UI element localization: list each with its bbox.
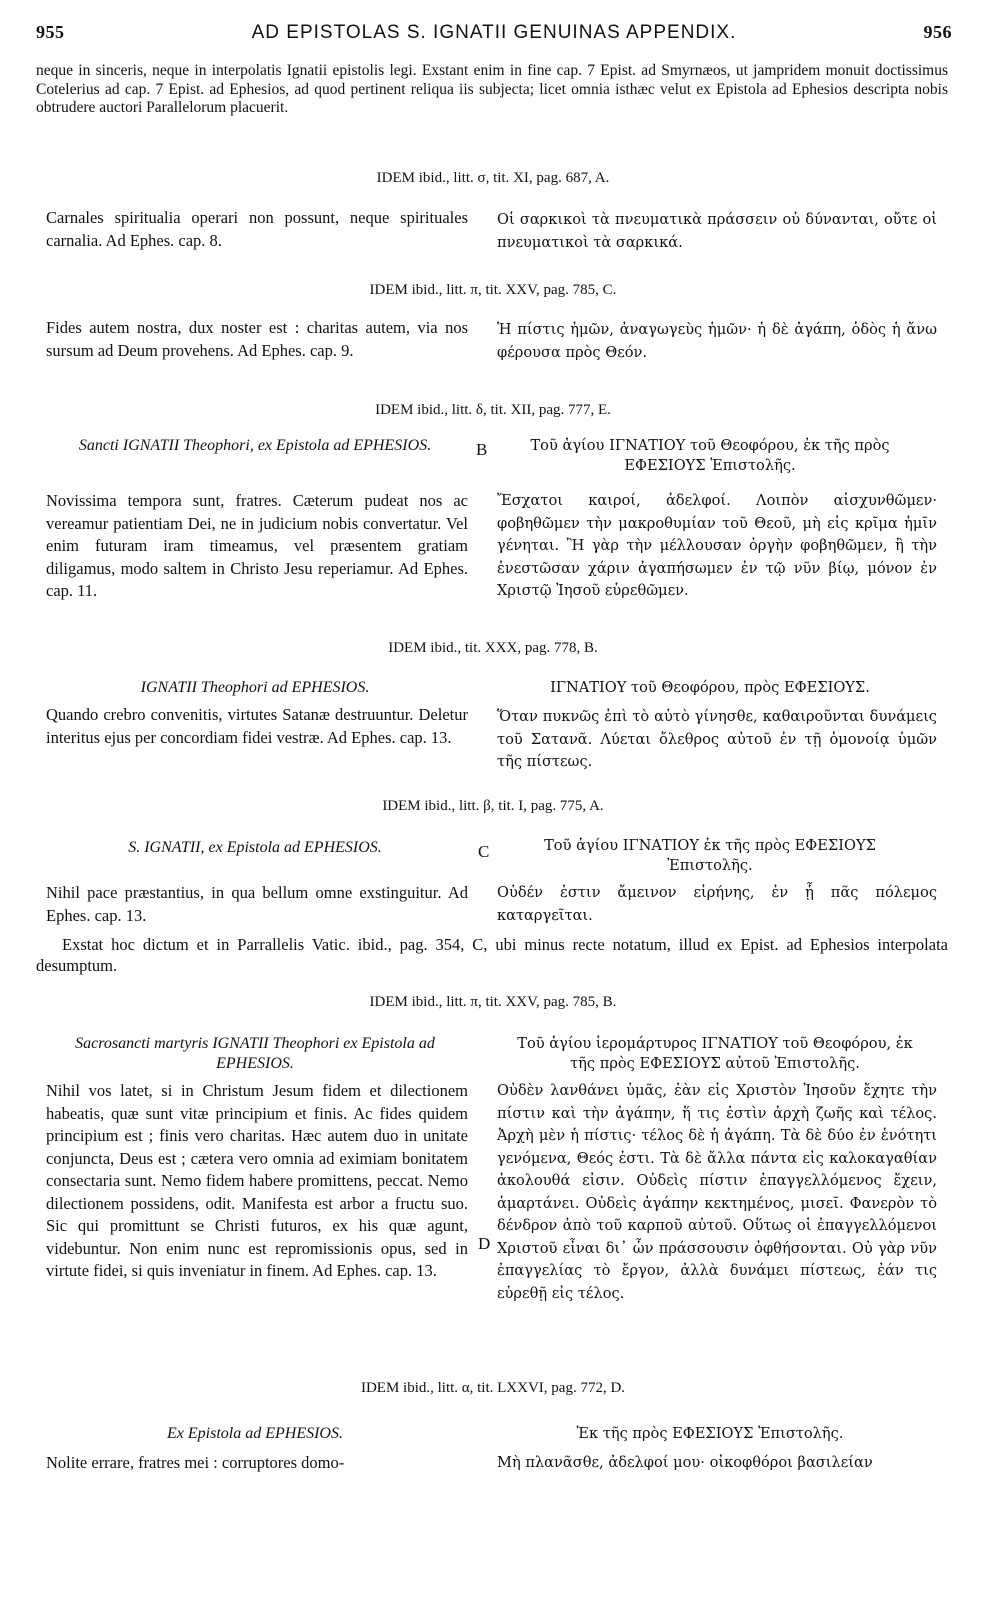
page-number-left: 955 bbox=[36, 22, 65, 42]
editorial-note: Exstat hoc dictum et in Parrallelis Vatic. ibid., pag. 354, C, ubi minus recte notatum, illud ex Epist. ad Ephesios interpolata desumptum. bbox=[36, 935, 948, 975]
page-header bbox=[36, 22, 952, 46]
intro-paragraph: neque in sinceris, neque in interpolatis Ignatii epistolis legi. Exstant enim in fine cap. 7 Epist. ad Smyrnæos, ut jampridem monuit doctissimus Cotelerius ad cap. 7 Epist. ad Ephesios, ad quod pertinent reliqua iis subjecta; licet omnia isthæc velut ex Epistola ad Ephesios descripta nobis obtrudere auctori Parallelorum placuerit. bbox=[36, 62, 948, 116]
source-reference: IDEM ibid., litt. π, tit. XXV, pag. 785, B. bbox=[369, 994, 617, 1010]
latin-section-title: Sacrosancti martyris IGNATII Theophori ex Epistola ad EPHESIOS. bbox=[75, 1035, 435, 1072]
source-reference: IDEM ibid., tit. XXX, pag. 778, B. bbox=[388, 640, 598, 656]
source-reference: IDEM ibid., litt. α, tit. LXXVI, pag. 772, D. bbox=[360, 1380, 626, 1396]
greek-section-title: Ἐκ τῆς πρὸς ΕΦΕΣΙΟΥΣ Ἐπιστολῆς. bbox=[576, 1425, 844, 1442]
latin-section-title: IGNATII Theophori ad EPHESIOS. bbox=[140, 679, 370, 696]
page-number-right: 956 bbox=[923, 22, 952, 42]
source-reference: IDEM ibid., litt. δ, tit. XII, pag. 777, E. bbox=[375, 402, 611, 418]
latin-text: Nolite errare, fratres mei : corruptores domo- bbox=[46, 1453, 345, 1472]
greek-text: Ὅταν πυκνῶς ἐπὶ τὸ αὐτὸ γίνησθε, καθαιροῦνται δυνάμεις τοῦ Σατανᾶ. Λύεται ὄλεθρος αὐτοῦ ἐν τῇ ὁμονοίᾳ ὑμῶν τῆς πίστεως. bbox=[497, 708, 937, 770]
source-reference: IDEM ibid., litt. β, tit. I, pag. 775, A. bbox=[382, 798, 604, 814]
greek-section-title: ΙΓΝΑΤΙΟΥ τοῦ Θεοφόρου, πρὸς ΕΦΕΣΙΟΥΣ. bbox=[550, 679, 870, 696]
margin-letter: C bbox=[478, 842, 490, 861]
margin-letter: D bbox=[478, 1234, 491, 1253]
greek-section-title: Τοῦ ἁγίου ΙΓΝΑΤΙΟΥ τοῦ Θεοφόρου, ἐκ τῆς πρὸς ΕΦΕΣΙΟΥΣ Ἐπιστολῆς. bbox=[530, 437, 890, 474]
greek-text: Ἡ πίστις ἡμῶν, ἀναγωγεὺς ἡμῶν· ἡ δὲ ἀγάπη, ὁδὸς ἡ ἄνω φέρουσα πρὸς Θεόν. bbox=[497, 321, 937, 361]
greek-text: Οὐδὲν λανθάνει ὑμᾶς, ἐὰν εἰς Χριστὸν Ἰησοῦν ἔχητε τὴν πίστιν καὶ τὴν ἀγάπην, ἥ τις ἐστὶν ἀρχὴ ζωῆς καὶ τέλος. Ἀρχὴ μὲν ἡ πίστις· τέλος δὲ ἡ ἀγάπη. Τὰ δὲ δύο ἐν ἑνότητι γενόμενα, Θεός ἐστι. Τὰ δὲ ἄλλα πάντα εἰς καλοκαγαθίαν ἀκολουθά εἰσιν. Οὐδεὶς πίστιν ἐπαγγελλόμενος ἔχειν, ἁμαρτάνει. Οὐδεὶς ἀγάπην κεκτημένος, μισεῖ. Φανερὸν τὸ δένδρον ἀπὸ τοῦ καρποῦ αὐτοῦ. Οὕτως οἱ ἐπαγγελλόμενοι Χριστοῦ εἶναι δι᾽ ὧν πράσσουσιν ὀφθήσονται. Οὐ γὰρ νῦν ἐπαγγελίας τὸ ἔργον, ἀλλὰ δυνάμει πίστεως, ἐάν τις εὑρεθῇ εἰς τέλος. bbox=[497, 1082, 937, 1302]
source-reference: IDEM ibid., litt. σ, tit. XI, pag. 687, A. bbox=[376, 170, 610, 186]
latin-section-title: S. IGNATII, ex Epistola ad EPHESIOS. bbox=[128, 839, 382, 856]
greek-text: Οὐδέν ἐστιν ἄμεινον εἰρήνης, ἐν ᾗ πᾶς πόλεμος καταργεῖται. bbox=[497, 884, 937, 924]
greek-text: Μὴ πλανᾶσθε, ἀδελφοί μου· οἰκοφθόροι βασιλείαν bbox=[497, 1454, 873, 1471]
latin-section-title: Sancti IGNATII Theophori, ex Epistola ad EPHESIOS. bbox=[78, 437, 432, 454]
running-title: AD EPISTOLAS S. IGNATII GENUINAS APPENDIX. bbox=[251, 22, 737, 43]
latin-text: Nihil pace præstantius, in qua bellum omne exstinguitur. Ad Ephes. cap. 13. bbox=[46, 883, 468, 925]
latin-text: Novissima tempora sunt, fratres. Cæterum pudeat nos ac vereamur patientiam Dei, ne in judicium nobis convertatur. Vel enim futuram iram timeamus, vel præsentem gratiam diligamus, modo saltem in Christo Jesu reperiamur. Ad Ephes. cap. 11. bbox=[46, 491, 468, 600]
latin-text: Nihil vos latet, si in Christum Jesum fidem et dilectionem habeatis, quæ sunt vitæ principium et finis. Ac fides quidem principium est ; finis vero charitas. Hæc autem duo in unitate conjuncta, Deus est ; cætera vero omnia ad eximiam bonitatem consectaria sunt. Nemo fidem habere promittens, peccat. Nemo dilectionem possidens, odit. Manifesta est arbor a fructu suo. Sic qui promittunt se Christi futuros, ex his quæ agunt, videbuntur. Non enim nunc est repromissionis opus, sed in virtute fidei, si quis inveniatur in finem. Ad Ephes. cap. 13. bbox=[46, 1081, 468, 1280]
latin-text: Quando crebro convenitis, virtutes Satanæ destruuntur. Deletur interitus ejus per concordiam fidei vestræ. Ad Ephes. cap. 13. bbox=[46, 705, 468, 747]
greek-text: Ἔσχατοι καιροί, ἀδελφοί. Λοιπὸν αἰσχυνθῶμεν· φοβηθῶμεν τὴν μακροθυμίαν τοῦ Θεοῦ, μὴ εἰς κρῖμα ἡμῖν γένηται. Ἢ γὰρ τὴν μέλλουσαν ὀργὴν φοβηθῶμεν, ἢ τὴν ἐνεστῶσαν χάριν ἀγαπήσωμεν ἐν τῷ νῦν βίῳ, μόνον ἐν Χριστῷ Ἰησοῦ εὑρεθῶμεν. bbox=[497, 492, 937, 599]
latin-text: Carnales spiritualia operari non possunt, neque spirituales carnalia. Ad Ephes. cap. 8. bbox=[46, 208, 468, 250]
source-reference: IDEM ibid., litt. π, tit. XXV, pag. 785, C. bbox=[369, 282, 617, 298]
margin-letter: B bbox=[476, 440, 488, 459]
greek-text: Οἱ σαρκικοὶ τὰ πνευματικὰ πράσσειν οὐ δύνανται, οὔτε οἱ πνευματικοὶ τὰ σαρκικά. bbox=[497, 211, 937, 251]
latin-text: Fides autem nostra, dux noster est : charitas autem, via nos sursum ad Deum provehens. Ad Ephes. cap. 9. bbox=[46, 318, 468, 360]
greek-section-title: Τοῦ ἁγίου ἱερομάρτυρος ΙΓΝΑΤΙΟΥ τοῦ Θεοφόρου, ἐκ τῆς πρὸς ΕΦΕΣΙΟΥΣ αὐτοῦ Ἐπιστολῆς. bbox=[517, 1035, 913, 1072]
latin-section-title: Ex Epistola ad EPHESIOS. bbox=[167, 1425, 343, 1442]
greek-section-title: Τοῦ ἁγίου ΙΓΝΑΤΙΟΥ ἐκ τῆς πρὸς ΕΦΕΣΙΟΥΣ Ἐπιστολῆς. bbox=[544, 837, 876, 874]
